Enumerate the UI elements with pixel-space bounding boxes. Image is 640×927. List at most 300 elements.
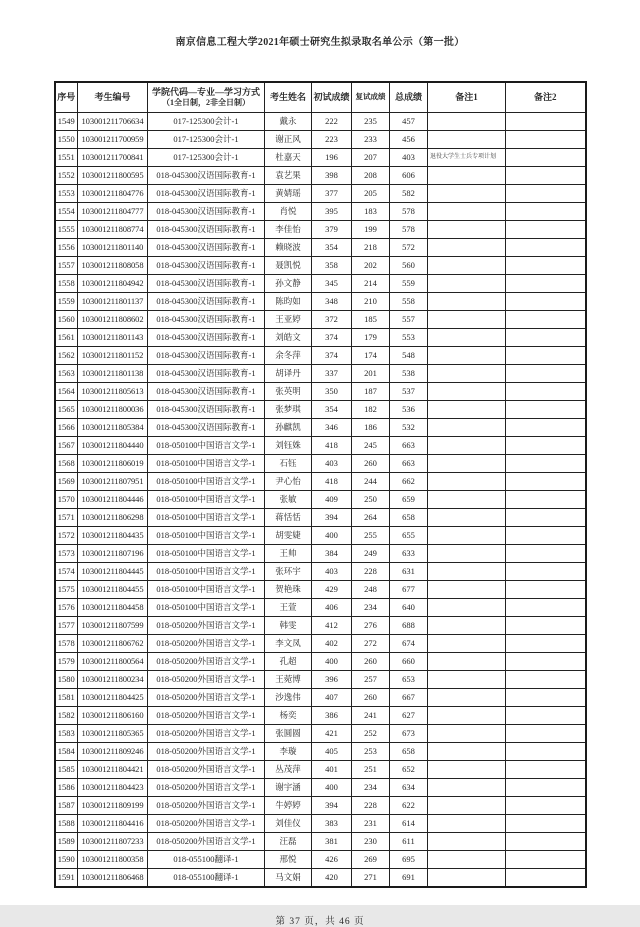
- cell-total-score: 633: [390, 544, 428, 562]
- cell-name: 刘皓文: [265, 328, 312, 346]
- cell-initial-score: 398: [312, 166, 352, 184]
- cell-initial-score: 418: [312, 472, 352, 490]
- cell-note2: [506, 418, 586, 436]
- cell-initial-score: 418: [312, 436, 352, 454]
- cell-program: 018-045300汉语国际教育-1: [148, 238, 265, 256]
- table-row: [55, 238, 586, 256]
- cell-program: 018-045300汉语国际教育-1: [148, 256, 265, 274]
- cell-index: 1572: [55, 526, 78, 544]
- cell-index: 1570: [55, 490, 78, 508]
- table-row: [55, 688, 586, 706]
- cell-program: 018-050100中国语言文学-1: [148, 436, 265, 454]
- cell-note2: [506, 328, 586, 346]
- cell-retest-score: 248: [352, 580, 390, 598]
- cell-name: 牛婷婷: [265, 796, 312, 814]
- table-row: [55, 220, 586, 238]
- table-row: [55, 490, 586, 508]
- cell-name: 刘钰姝: [265, 436, 312, 454]
- cell-initial-score: 386: [312, 706, 352, 724]
- cell-program: 018-045300汉语国际教育-1: [148, 274, 265, 292]
- cell-note2: [506, 670, 586, 688]
- cell-retest-score: 230: [352, 832, 390, 850]
- cell-program: 018-045300汉语国际教育-1: [148, 292, 265, 310]
- table-row: [55, 508, 586, 526]
- cell-candidate-id: 103001211804776: [78, 184, 148, 202]
- cell-retest-score: 205: [352, 184, 390, 202]
- cell-retest-score: 272: [352, 634, 390, 652]
- table-row: [55, 184, 586, 202]
- cell-program: 018-050100中国语言文学-1: [148, 526, 265, 544]
- cell-note2: [506, 364, 586, 382]
- cell-retest-score: 231: [352, 814, 390, 832]
- table-row: [55, 418, 586, 436]
- cell-note1: [428, 598, 506, 616]
- cell-candidate-id: 103001211806298: [78, 508, 148, 526]
- cell-name: 谢正风: [265, 130, 312, 148]
- cell-name: 张环宇: [265, 562, 312, 580]
- cell-note2: [506, 760, 586, 778]
- cell-initial-score: 394: [312, 796, 352, 814]
- cell-note2: [506, 274, 586, 292]
- cell-candidate-id: 103001211800595: [78, 166, 148, 184]
- cell-total-score: 673: [390, 724, 428, 742]
- cell-initial-score: 394: [312, 508, 352, 526]
- header-retest-score: 复试成绩: [352, 82, 390, 112]
- cell-note1: [428, 436, 506, 454]
- table-row: [55, 814, 586, 832]
- cell-note2: [506, 814, 586, 832]
- cell-index: 1567: [55, 436, 78, 454]
- cell-total-score: 559: [390, 274, 428, 292]
- cell-index: 1552: [55, 166, 78, 184]
- header-note1: 备注1: [428, 82, 506, 112]
- cell-name: 胡雯婕: [265, 526, 312, 544]
- cell-note2: [506, 382, 586, 400]
- table-row: [55, 616, 586, 634]
- table-row: [55, 562, 586, 580]
- cell-program: 018-045300汉语国际教育-1: [148, 400, 265, 418]
- cell-name: 张梦琪: [265, 400, 312, 418]
- cell-program: 018-050200外国语言文学-1: [148, 616, 265, 634]
- cell-program: 018-050100中国语言文学-1: [148, 454, 265, 472]
- cell-index: 1555: [55, 220, 78, 238]
- table-row: [55, 472, 586, 490]
- cell-retest-score: 208: [352, 166, 390, 184]
- cell-note1: [428, 706, 506, 724]
- cell-candidate-id: 103001211809199: [78, 796, 148, 814]
- cell-note1: [428, 364, 506, 382]
- cell-retest-score: 214: [352, 274, 390, 292]
- cell-total-score: 538: [390, 364, 428, 382]
- cell-program: 018-050100中国语言文学-1: [148, 544, 265, 562]
- table-row: [55, 760, 586, 778]
- header-program-line2: （1全日制，2非全日制）: [162, 97, 250, 107]
- cell-candidate-id: 103001211800564: [78, 652, 148, 670]
- cell-retest-score: 245: [352, 436, 390, 454]
- table-row: [55, 202, 586, 220]
- cell-note1: [428, 292, 506, 310]
- cell-index: 1590: [55, 850, 78, 868]
- cell-note2: [506, 562, 586, 580]
- cell-program: 018-045300汉语国际教育-1: [148, 382, 265, 400]
- cell-total-score: 667: [390, 688, 428, 706]
- table-body: [55, 112, 586, 887]
- header-note2: 备注2: [506, 82, 586, 112]
- cell-initial-score: 377: [312, 184, 352, 202]
- cell-name: 李璇: [265, 742, 312, 760]
- table-header: [55, 82, 586, 112]
- cell-note2: [506, 706, 586, 724]
- cell-initial-score: 420: [312, 868, 352, 887]
- cell-note2: [506, 202, 586, 220]
- cell-initial-score: 400: [312, 526, 352, 544]
- cell-retest-score: 260: [352, 652, 390, 670]
- cell-candidate-id: 103001211804445: [78, 562, 148, 580]
- cell-retest-score: 264: [352, 508, 390, 526]
- cell-candidate-id: 103001211804416: [78, 814, 148, 832]
- cell-index: 1569: [55, 472, 78, 490]
- cell-initial-score: 384: [312, 544, 352, 562]
- cell-note1: [428, 688, 506, 706]
- header-row: [55, 82, 586, 112]
- table-row: [55, 868, 586, 887]
- table-row: [55, 310, 586, 328]
- cell-note2: [506, 724, 586, 742]
- cell-retest-score: 202: [352, 256, 390, 274]
- cell-candidate-id: 103001211804446: [78, 490, 148, 508]
- table-row: [55, 112, 586, 130]
- table-row: [55, 328, 586, 346]
- cell-candidate-id: 103001211808774: [78, 220, 148, 238]
- cell-name: 聂凯悦: [265, 256, 312, 274]
- cell-retest-score: 179: [352, 328, 390, 346]
- cell-name: 陈昀如: [265, 292, 312, 310]
- header-candidate-id: 考生编号: [78, 82, 148, 112]
- cell-note2: [506, 508, 586, 526]
- header-total-score: 总成绩: [390, 82, 428, 112]
- cell-candidate-id: 103001211806468: [78, 868, 148, 887]
- cell-candidate-id: 103001211800234: [78, 670, 148, 688]
- cell-candidate-id: 103001211804458: [78, 598, 148, 616]
- cell-retest-score: 183: [352, 202, 390, 220]
- table-row: [55, 670, 586, 688]
- cell-program: 018-050100中国语言文学-1: [148, 508, 265, 526]
- cell-initial-score: 379: [312, 220, 352, 238]
- cell-index: 1563: [55, 364, 78, 382]
- table-row: [55, 544, 586, 562]
- cell-total-score: 532: [390, 418, 428, 436]
- cell-program: 018-045300汉语国际教育-1: [148, 310, 265, 328]
- cell-index: 1582: [55, 706, 78, 724]
- cell-name: 杨奕: [265, 706, 312, 724]
- cell-note2: [506, 580, 586, 598]
- table-row: [55, 832, 586, 850]
- cell-program: 018-050200外国语言文学-1: [148, 670, 265, 688]
- cell-retest-score: 185: [352, 310, 390, 328]
- cell-retest-score: 260: [352, 454, 390, 472]
- cell-initial-score: 374: [312, 346, 352, 364]
- table-row: [55, 634, 586, 652]
- cell-program: 018-050200外国语言文学-1: [148, 706, 265, 724]
- cell-candidate-id: 103001211801140: [78, 238, 148, 256]
- cell-index: 1587: [55, 796, 78, 814]
- cell-name: 李文凤: [265, 634, 312, 652]
- cell-note2: [506, 490, 586, 508]
- cell-index: 1553: [55, 184, 78, 202]
- cell-note1: [428, 742, 506, 760]
- cell-name: 沙逸伟: [265, 688, 312, 706]
- cell-note1: [428, 760, 506, 778]
- cell-index: 1586: [55, 778, 78, 796]
- cell-index: 1551: [55, 148, 78, 166]
- cell-note2: [506, 544, 586, 562]
- cell-index: 1566: [55, 418, 78, 436]
- cell-initial-score: 395: [312, 202, 352, 220]
- cell-initial-score: 223: [312, 130, 352, 148]
- cell-candidate-id: 103001211806160: [78, 706, 148, 724]
- cell-retest-score: 201: [352, 364, 390, 382]
- cell-index: 1591: [55, 868, 78, 887]
- cell-retest-score: 210: [352, 292, 390, 310]
- table-row: [55, 742, 586, 760]
- cell-initial-score: 381: [312, 832, 352, 850]
- cell-total-score: 582: [390, 184, 428, 202]
- cell-total-score: 634: [390, 778, 428, 796]
- cell-name: 蒋恬恬: [265, 508, 312, 526]
- cell-name: 张英明: [265, 382, 312, 400]
- header-initial-score: 初试成绩: [312, 82, 352, 112]
- cell-total-score: 403: [390, 148, 428, 166]
- cell-program: 018-045300汉语国际教育-1: [148, 166, 265, 184]
- cell-name: 李佳怡: [265, 220, 312, 238]
- cell-total-score: 691: [390, 868, 428, 887]
- cell-note1: [428, 310, 506, 328]
- page-number-footer: 第 37 页，共 46 页: [275, 916, 365, 927]
- cell-total-score: 537: [390, 382, 428, 400]
- cell-candidate-id: 103001211804425: [78, 688, 148, 706]
- cell-initial-score: 403: [312, 454, 352, 472]
- cell-retest-score: 251: [352, 760, 390, 778]
- cell-program: 018-050200外国语言文学-1: [148, 688, 265, 706]
- cell-candidate-id: 103001211801143: [78, 328, 148, 346]
- cell-name: 孙文静: [265, 274, 312, 292]
- cell-index: 1573: [55, 544, 78, 562]
- cell-initial-score: 400: [312, 778, 352, 796]
- cell-retest-score: 255: [352, 526, 390, 544]
- table-row: [55, 400, 586, 418]
- cell-total-score: 663: [390, 436, 428, 454]
- cell-index: 1560: [55, 310, 78, 328]
- cell-note2: [506, 778, 586, 796]
- cell-note2: [506, 850, 586, 868]
- table-row: [55, 292, 586, 310]
- table-row: [55, 346, 586, 364]
- cell-initial-score: 409: [312, 490, 352, 508]
- cell-retest-score: 253: [352, 742, 390, 760]
- cell-name: 王帅: [265, 544, 312, 562]
- cell-note1: [428, 202, 506, 220]
- cell-retest-score: 207: [352, 148, 390, 166]
- cell-note1: [428, 778, 506, 796]
- cell-note1: [428, 274, 506, 292]
- cell-name: 丛茂萍: [265, 760, 312, 778]
- cell-total-score: 548: [390, 346, 428, 364]
- cell-total-score: 655: [390, 526, 428, 544]
- cell-name: 余冬萍: [265, 346, 312, 364]
- cell-candidate-id: 103001211807196: [78, 544, 148, 562]
- cell-index: 1575: [55, 580, 78, 598]
- cell-initial-score: 421: [312, 724, 352, 742]
- cell-index: 1580: [55, 670, 78, 688]
- cell-note1: [428, 256, 506, 274]
- cell-note1: [428, 562, 506, 580]
- cell-candidate-id: 103001211807599: [78, 616, 148, 634]
- cell-total-score: 572: [390, 238, 428, 256]
- cell-total-score: 660: [390, 652, 428, 670]
- cell-index: 1558: [55, 274, 78, 292]
- cell-total-score: 578: [390, 220, 428, 238]
- cell-total-score: 658: [390, 742, 428, 760]
- cell-note1: [428, 670, 506, 688]
- cell-retest-score: 276: [352, 616, 390, 634]
- cell-retest-score: 269: [352, 850, 390, 868]
- cell-index: 1589: [55, 832, 78, 850]
- cell-name: 戴永: [265, 112, 312, 130]
- cell-note1: [428, 382, 506, 400]
- cell-total-score: 558: [390, 292, 428, 310]
- cell-candidate-id: 103001211804423: [78, 778, 148, 796]
- cell-name: 石钰: [265, 454, 312, 472]
- cell-initial-score: 337: [312, 364, 352, 382]
- cell-note1: [428, 526, 506, 544]
- cell-note2: [506, 292, 586, 310]
- cell-note1: [428, 850, 506, 868]
- cell-name: 张敏: [265, 490, 312, 508]
- table-row: [55, 256, 586, 274]
- cell-total-score: 640: [390, 598, 428, 616]
- cell-retest-score: 187: [352, 382, 390, 400]
- cell-retest-score: 174: [352, 346, 390, 364]
- cell-name: 王萱: [265, 598, 312, 616]
- cell-note2: [506, 472, 586, 490]
- cell-program: 018-045300汉语国际教育-1: [148, 328, 265, 346]
- cell-name: 邢悦: [265, 850, 312, 868]
- cell-note2: [506, 688, 586, 706]
- cell-program: 017-125300会计-1: [148, 112, 265, 130]
- cell-note1: [428, 580, 506, 598]
- cell-initial-score: 396: [312, 670, 352, 688]
- cell-total-score: 557: [390, 310, 428, 328]
- cell-note2: [506, 220, 586, 238]
- cell-candidate-id: 103001211809246: [78, 742, 148, 760]
- cell-total-score: 622: [390, 796, 428, 814]
- cell-note1: [428, 166, 506, 184]
- cell-retest-score: 252: [352, 724, 390, 742]
- cell-program: 018-050200外国语言文学-1: [148, 796, 265, 814]
- cell-candidate-id: 103001211807951: [78, 472, 148, 490]
- cell-name: 肖悦: [265, 202, 312, 220]
- cell-candidate-id: 103001211801152: [78, 346, 148, 364]
- cell-note2: [506, 130, 586, 148]
- cell-index: 1585: [55, 760, 78, 778]
- cell-total-score: 536: [390, 400, 428, 418]
- cell-candidate-id: 103001211806762: [78, 634, 148, 652]
- cell-name: 贺艳珠: [265, 580, 312, 598]
- cell-name: 谢宇涵: [265, 778, 312, 796]
- cell-total-score: 674: [390, 634, 428, 652]
- cell-initial-score: 383: [312, 814, 352, 832]
- cell-program: 018-050200外国语言文学-1: [148, 742, 265, 760]
- cell-retest-score: 228: [352, 796, 390, 814]
- cell-note1: [428, 238, 506, 256]
- cell-total-score: 652: [390, 760, 428, 778]
- cell-note2: [506, 598, 586, 616]
- cell-note2: [506, 796, 586, 814]
- cell-note1: [428, 220, 506, 238]
- cell-retest-score: 235: [352, 112, 390, 130]
- cell-initial-score: 374: [312, 328, 352, 346]
- cell-note2: [506, 652, 586, 670]
- cell-note2: [506, 112, 586, 130]
- cell-note1: [428, 346, 506, 364]
- cell-name: 马文娟: [265, 868, 312, 887]
- cell-note2: [506, 436, 586, 454]
- table-row: [55, 580, 586, 598]
- cell-initial-score: 354: [312, 238, 352, 256]
- table-row: [55, 526, 586, 544]
- cell-program: 017-125300会计-1: [148, 130, 265, 148]
- admission-table: [54, 81, 587, 888]
- cell-initial-score: 345: [312, 274, 352, 292]
- cell-initial-score: 400: [312, 652, 352, 670]
- cell-program: 018-050200外国语言文学-1: [148, 652, 265, 670]
- table-row: [55, 148, 586, 166]
- table-row: [55, 364, 586, 382]
- cell-candidate-id: 103001211808058: [78, 256, 148, 274]
- cell-retest-score: 228: [352, 562, 390, 580]
- cell-note2: [506, 616, 586, 634]
- cell-initial-score: 196: [312, 148, 352, 166]
- cell-program: 018-050200外国语言文学-1: [148, 832, 265, 850]
- cell-retest-score: 199: [352, 220, 390, 238]
- cell-note1: [428, 454, 506, 472]
- cell-index: 1549: [55, 112, 78, 130]
- cell-note1: [428, 616, 506, 634]
- cell-program: 018-055100翻译-1: [148, 868, 265, 887]
- cell-index: 1562: [55, 346, 78, 364]
- cell-total-score: 614: [390, 814, 428, 832]
- table-row: [55, 274, 586, 292]
- cell-note2: [506, 238, 586, 256]
- header-name: 考生姓名: [265, 82, 312, 112]
- cell-candidate-id: 103001211800358: [78, 850, 148, 868]
- cell-candidate-id: 103001211806019: [78, 454, 148, 472]
- cell-index: 1588: [55, 814, 78, 832]
- cell-note2: [506, 454, 586, 472]
- cell-total-score: 662: [390, 472, 428, 490]
- cell-initial-score: 358: [312, 256, 352, 274]
- cell-candidate-id: 103001211801138: [78, 364, 148, 382]
- cell-note2: [506, 310, 586, 328]
- cell-note2: [506, 868, 586, 887]
- table-row: [55, 706, 586, 724]
- table-row: [55, 130, 586, 148]
- cell-index: 1577: [55, 616, 78, 634]
- cell-name: 汪磊: [265, 832, 312, 850]
- cell-candidate-id: 103001211706634: [78, 112, 148, 130]
- cell-candidate-id: 103001211805613: [78, 382, 148, 400]
- cell-program: 018-050100中国语言文学-1: [148, 580, 265, 598]
